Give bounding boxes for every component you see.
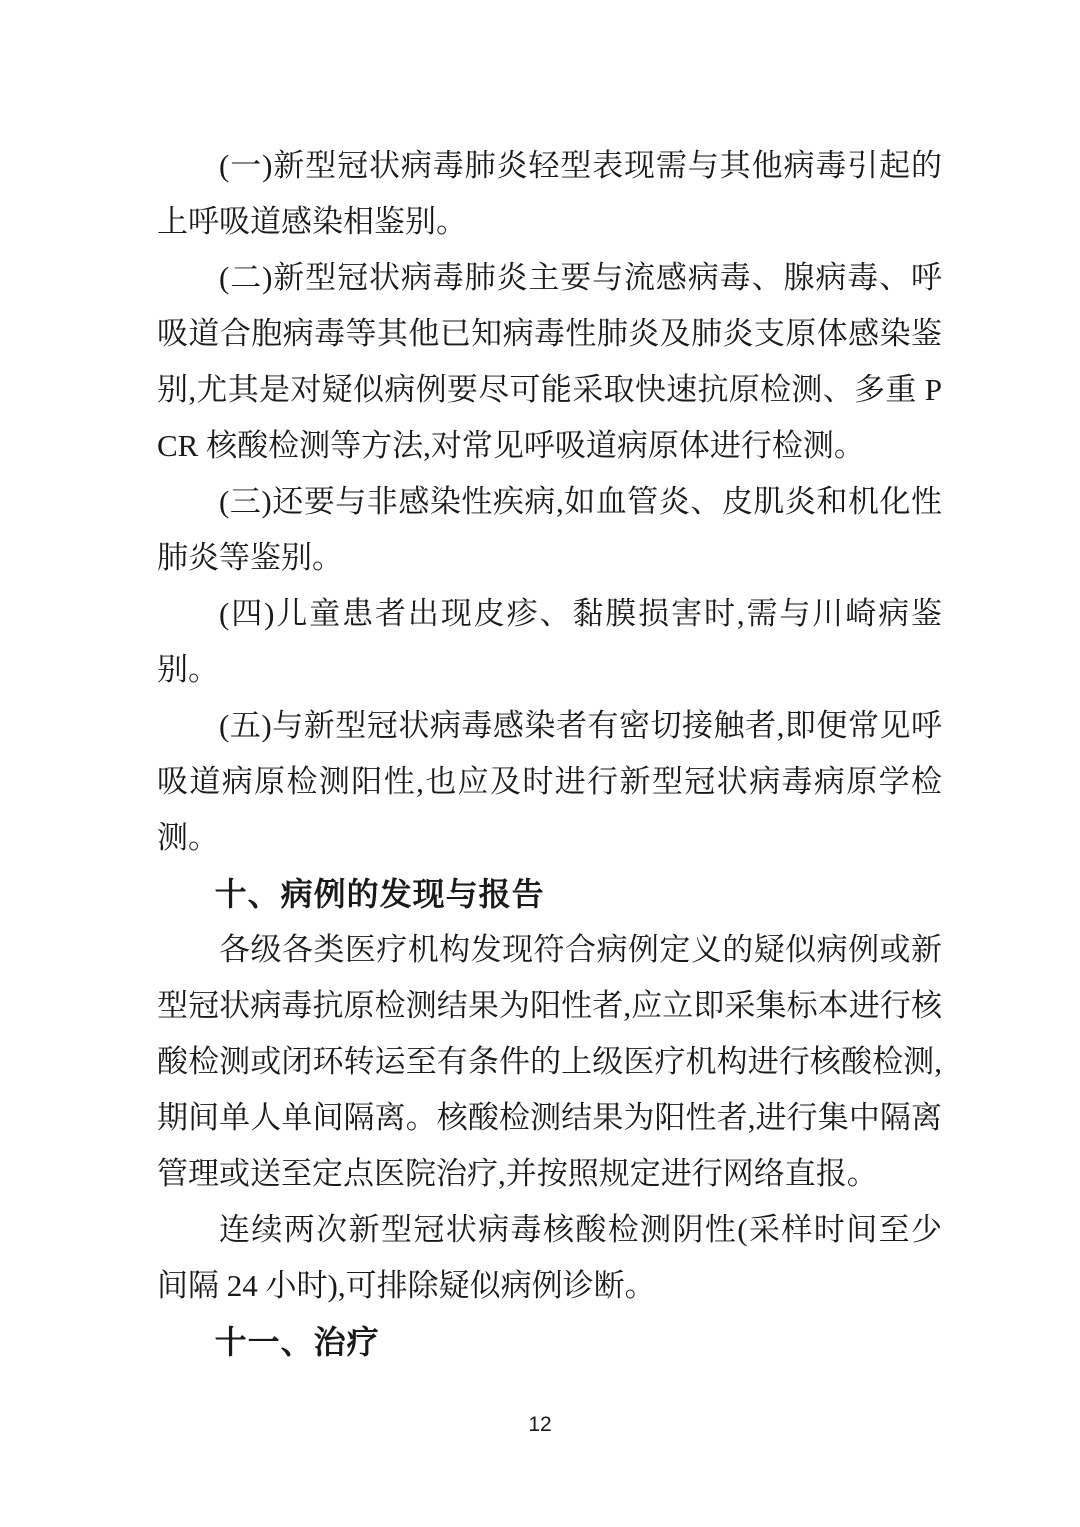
- section10-paragraph-2: 连续两次新型冠状病毒核酸检测阴性(采样时间至少间隔 24 小时),可排除疑似病例诊断。: [157, 1212, 942, 1303]
- section-heading-case-detection-reporting: 十、病例的发现与报告: [214, 876, 545, 912]
- differential-item-5: (五)与新型冠状病毒感染者有密切接触者,即便常见呼吸道病原检测阳性,也应及时进行新型冠状病毒病原学检测。: [157, 708, 942, 855]
- section-heading-treatment: 十一、治疗: [214, 1324, 380, 1360]
- differential-item-2: (二)新型冠状病毒肺炎主要与流感病毒、腺病毒、呼吸道合胞病毒等其他已知病毒性肺炎及肺炎支原体感染鉴别,尤其是对疑似病例要尽可能采取快速抗原检测、多重 PCR 核酸检测等方法,对常见呼吸道病原体进行检测。: [157, 260, 942, 463]
- text-column: [157, 138, 942, 1370]
- differential-item-3: (三)还要与非感染性疾病,如血管炎、皮肌炎和机化性肺炎等鉴别。: [157, 484, 942, 575]
- section10-paragraph-1: 各级各类医疗机构发现符合病例定义的疑似病例或新型冠状病毒抗原检测结果为阳性者,应立即采集标本进行核酸检测或闭环转运至有条件的上级医疗机构进行核酸检测,期间单人单间隔离。核酸检测结果为阳性者,进行集中隔离管理或送至定点医院治疗,并按照规定进行网络直报。: [157, 932, 942, 1191]
- page-number: 12: [528, 1413, 552, 1436]
- differential-item-4: (四)儿童患者出现皮疹、黏膜损害时,需与川崎病鉴别。: [157, 596, 942, 687]
- differential-item-1: (一)新型冠状病毒肺炎轻型表现需与其他病毒引起的上呼吸道感染相鉴别。: [157, 148, 942, 239]
